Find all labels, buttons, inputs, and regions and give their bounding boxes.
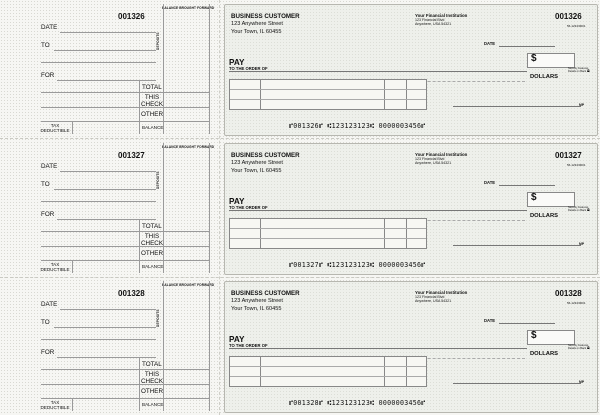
deposits-label: DEPOSITS	[156, 171, 160, 189]
signature-field[interactable]	[453, 383, 581, 384]
mp-security-mark: MP	[579, 380, 585, 384]
grid-column-line	[406, 80, 407, 109]
security-features-note: Security Features Details on Back	[568, 344, 589, 350]
stub-date-line	[60, 171, 156, 172]
stub-line	[41, 121, 209, 122]
deposits-label: DEPOSITS	[156, 32, 160, 50]
check-row-3	[0, 277, 600, 415]
bank-name: Your Financial Institution	[415, 152, 468, 157]
payee-field[interactable]	[229, 348, 527, 349]
stub-to-line	[54, 50, 156, 51]
stub-date-label: DATE	[41, 301, 58, 308]
check-stub	[0, 0, 220, 138]
balance-brought-forward-label: BALANCE BROUGHT FORWARD	[162, 145, 215, 149]
grid-column-line	[406, 357, 407, 386]
stub-balance-label: BALANCE	[142, 264, 164, 269]
business-city: Your Town, IL 60455	[231, 29, 282, 35]
check-number: 001328	[555, 289, 582, 298]
stub-for-label: FOR	[41, 349, 55, 356]
security-features-note: Security Features Details on Back	[568, 206, 589, 212]
stub-to-label: TO	[41, 319, 50, 326]
stub-to-line	[54, 189, 156, 190]
padlock-icon: 🔒︎	[587, 207, 590, 213]
check-date-field[interactable]	[499, 323, 555, 324]
stub-divider	[139, 357, 140, 411]
stub-line	[41, 62, 156, 63]
stub-this-label: THIS	[144, 371, 160, 378]
bank-city: Anywhere, USA 54321	[415, 299, 452, 303]
routing-fraction: 56-1234/0001	[567, 301, 586, 305]
stub-divider	[163, 143, 164, 273]
stub-check-label: CHECK	[141, 378, 164, 385]
dollars-label: DOLLARS	[530, 213, 559, 219]
micr-line: ⑈001327⑈ ⑆123123123⑆ 0000003456⑈	[289, 261, 426, 269]
stub-balance-label: BALANCE	[142, 125, 164, 130]
stub-line	[41, 369, 209, 370]
stub-check-number: 001327	[118, 151, 145, 160]
business-street: 123 Anywhere Street	[231, 298, 283, 304]
stub-divider	[72, 121, 73, 134]
stub-divider	[163, 281, 164, 411]
payee-field[interactable]	[229, 210, 527, 211]
stub-divider	[209, 4, 210, 134]
grid-column-line	[384, 80, 385, 109]
stub-this-check-label	[141, 371, 163, 385]
routing-fraction: 56-1234/0001	[567, 24, 586, 28]
check-date-field[interactable]	[499, 185, 555, 186]
bank-name: Your Financial Institution	[415, 290, 468, 295]
stub-for-line	[57, 219, 156, 220]
stub-line	[41, 201, 156, 202]
stub-to-label: TO	[41, 42, 50, 49]
stub-total-label: TOTAL	[142, 223, 162, 230]
check-date-field[interactable]	[499, 46, 555, 47]
grid-column-line	[260, 219, 261, 248]
check-date-label: DATE	[484, 180, 496, 185]
grid-column-line	[260, 80, 261, 109]
payee-field[interactable]	[229, 71, 527, 72]
stub-tax-deductible-label	[40, 400, 70, 410]
stub-line	[41, 231, 209, 232]
grid-column-line	[260, 357, 261, 386]
balance-brought-forward-label: BALANCE BROUGHT FORWARD	[162, 283, 215, 287]
order-of-label: TO THE ORDER OF	[229, 205, 268, 210]
check	[224, 281, 598, 413]
bank-city: Anywhere, USA 54321	[415, 22, 452, 26]
stub-to-line	[54, 327, 156, 328]
pay-label: PAY	[229, 335, 245, 344]
grid-row-line	[230, 366, 426, 367]
mp-security-mark: MP	[579, 103, 585, 107]
stub-to-label: TO	[41, 181, 50, 188]
stub-line	[41, 384, 209, 385]
business-name: BUSINESS CUSTOMER	[231, 290, 300, 297]
business-street: 123 Anywhere Street	[231, 160, 283, 166]
stub-check-label: CHECK	[141, 101, 164, 108]
stub-divider	[209, 281, 210, 411]
stub-this-check-label	[141, 94, 163, 108]
check	[224, 4, 598, 136]
bank-street: 123 Financial Blvd	[415, 295, 445, 299]
stub-this-label: THIS	[144, 94, 160, 101]
check-number: 001327	[555, 151, 582, 160]
stub-check-label: CHECK	[141, 240, 164, 247]
order-of-label: TO THE ORDER OF	[229, 66, 268, 71]
signature-field[interactable]	[453, 106, 581, 107]
stub-total-label: TOTAL	[142, 84, 162, 91]
check-row-1	[0, 0, 600, 138]
memo-grid	[229, 79, 427, 110]
stub-tax-label: TAX	[50, 123, 60, 128]
stub-tax-label: TAX	[50, 262, 60, 267]
grid-row-line	[230, 228, 426, 229]
dollar-sign: $	[531, 192, 537, 203]
routing-fraction: 56-1234/0001	[567, 163, 586, 167]
stub-check-number: 001326	[118, 12, 145, 21]
stub-total-label: TOTAL	[142, 361, 162, 368]
micr-line: ⑈001326⑈ ⑆123123123⑆ 0000003456⑈	[289, 122, 426, 130]
stub-perforation-line	[219, 0, 220, 415]
dollars-label: DOLLARS	[530, 351, 559, 357]
stub-line	[41, 398, 209, 399]
stub-this-check-label	[141, 233, 163, 247]
pay-label: PAY	[229, 58, 245, 67]
check-row-2	[0, 139, 600, 277]
stub-deductible-label: DEDUCTIBLE	[40, 128, 70, 133]
grid-row-line	[230, 89, 426, 90]
grid-row-line	[230, 376, 426, 377]
stub-divider	[72, 260, 73, 273]
grid-row-line	[230, 238, 426, 239]
check-number: 001326	[555, 12, 582, 21]
business-name: BUSINESS CUSTOMER	[231, 152, 300, 159]
stub-date-line	[60, 309, 156, 310]
stub-for-line	[57, 357, 156, 358]
stub-divider	[209, 143, 210, 273]
micr-line: ⑈001328⑈ ⑆123123123⑆ 0000003456⑈	[289, 399, 426, 407]
business-name: BUSINESS CUSTOMER	[231, 13, 300, 20]
mp-security-mark: MP	[579, 242, 585, 246]
stub-line	[41, 260, 209, 261]
stub-deductible-label: DEDUCTIBLE	[40, 405, 70, 410]
check-date-label: DATE	[484, 41, 496, 46]
deposits-label: DEPOSITS	[156, 309, 160, 327]
stub-line	[41, 92, 209, 93]
memo-grid	[229, 356, 427, 387]
check	[224, 143, 598, 275]
order-of-label: TO THE ORDER OF	[229, 343, 268, 348]
grid-column-line	[406, 219, 407, 248]
stub-line	[41, 107, 209, 108]
stub-for-label: FOR	[41, 211, 55, 218]
stub-divider	[139, 80, 140, 134]
pay-label: PAY	[229, 197, 245, 206]
stub-line	[41, 339, 156, 340]
bank-street: 123 Financial Blvd	[415, 18, 445, 22]
padlock-icon: 🔒︎	[587, 68, 590, 74]
padlock-icon: 🔒︎	[587, 345, 590, 351]
check-stub	[0, 277, 220, 415]
bank-name: Your Financial Institution	[415, 13, 468, 18]
grid-column-line	[384, 219, 385, 248]
grid-row-line	[230, 99, 426, 100]
stub-tax-deductible-label	[40, 123, 70, 133]
stub-line	[41, 246, 209, 247]
dollar-sign: $	[531, 53, 537, 64]
stub-balance-label: BALANCE	[142, 402, 164, 407]
signature-field[interactable]	[453, 245, 581, 246]
stub-for-line	[57, 80, 156, 81]
security-features-note: Security Features Details on Back	[568, 67, 589, 73]
memo-grid	[229, 218, 427, 249]
stub-divider	[163, 4, 164, 134]
check-stub	[0, 139, 220, 277]
bank-street: 123 Financial Blvd	[415, 157, 445, 161]
stub-divider	[139, 219, 140, 273]
stub-divider	[72, 398, 73, 411]
business-city: Your Town, IL 60455	[231, 168, 282, 174]
stub-check-number: 001328	[118, 289, 145, 298]
stub-other-label: OTHER	[141, 250, 164, 257]
business-street: 123 Anywhere Street	[231, 21, 283, 27]
stub-tax-deductible-label	[40, 262, 70, 272]
stub-other-label: OTHER	[141, 111, 164, 118]
business-city: Your Town, IL 60455	[231, 306, 282, 312]
stub-date-label: DATE	[41, 24, 58, 31]
stub-date-label: DATE	[41, 163, 58, 170]
stub-date-line	[60, 32, 156, 33]
grid-column-line	[384, 357, 385, 386]
stub-deductible-label: DEDUCTIBLE	[40, 267, 70, 272]
stub-this-label: THIS	[144, 233, 160, 240]
balance-brought-forward-label: BALANCE BROUGHT FORWARD	[162, 6, 215, 10]
check-date-label: DATE	[484, 318, 496, 323]
bank-city: Anywhere, USA 54321	[415, 161, 452, 165]
dollar-sign: $	[531, 330, 537, 341]
dollars-label: DOLLARS	[530, 74, 559, 80]
stub-other-label: OTHER	[141, 388, 164, 395]
stub-tax-label: TAX	[50, 400, 60, 405]
stub-for-label: FOR	[41, 72, 55, 79]
